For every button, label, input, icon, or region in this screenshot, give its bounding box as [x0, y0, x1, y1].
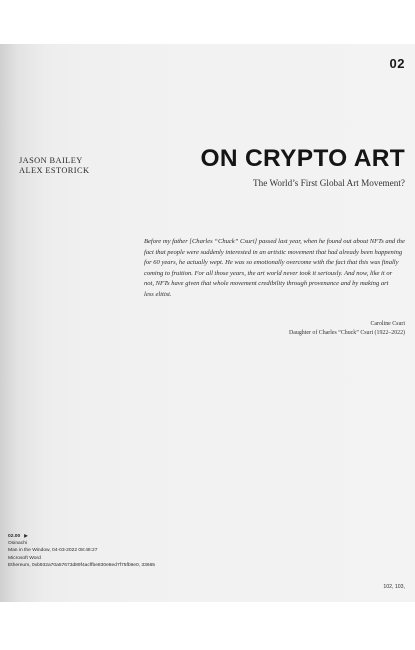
- page-subtitle: The World’s First Global Art Movement?: [253, 178, 405, 188]
- authors: [19, 156, 89, 176]
- caption-header: [8, 532, 155, 540]
- quote-attribution: [289, 320, 405, 338]
- attribution-description: Daughter of Charles “Chuck” Csuri (1922–2022): [289, 330, 405, 336]
- quote-line: coming to fruition. For all those years, the art world never took it seriously. And now, like it or: [144, 269, 393, 277]
- quote-line: for 60 years, he actually wept. He was so emotionally overcome with the fact that this was finally: [144, 259, 399, 267]
- page-title: ON CRYPTO ART: [200, 145, 405, 172]
- author-name: ALEX ESTORICK: [19, 166, 90, 175]
- play-arrow-icon: ▶: [24, 533, 28, 538]
- caption-token: Ethereum, 0xb932a70a57673d89f4acffbe830e8ed7f75fb9e0, 33665: [8, 562, 156, 568]
- book-page: [0, 44, 415, 602]
- quote-line: not, NFTs have given that whole movement credibility through provenance and by making art: [144, 280, 389, 288]
- caption-medium: Microsoft Word: [8, 555, 41, 561]
- page-number: 02: [389, 56, 405, 71]
- caption-artist: Osinachi: [8, 541, 28, 547]
- folio: 102, 103,: [383, 584, 405, 590]
- artwork-caption: [8, 532, 155, 569]
- caption-work-title: Man in the Window, 04-03-2022 08:48:27: [8, 548, 98, 554]
- attribution-name: Caroline Csuri: [370, 321, 405, 327]
- author-name: JASON BAILEY: [19, 156, 83, 165]
- quote-line: Before my father [Charles “Chuck” Csuri] passed last year, when he found out about NFTs and the: [144, 238, 405, 245]
- caption-number: 02.00: [8, 534, 21, 539]
- quote-line: fact that people were suddenly interested in an artistic movement that had already been happening: [144, 248, 403, 256]
- quote-line: less elitist.: [144, 290, 172, 298]
- epigraph-quote: [144, 237, 408, 301]
